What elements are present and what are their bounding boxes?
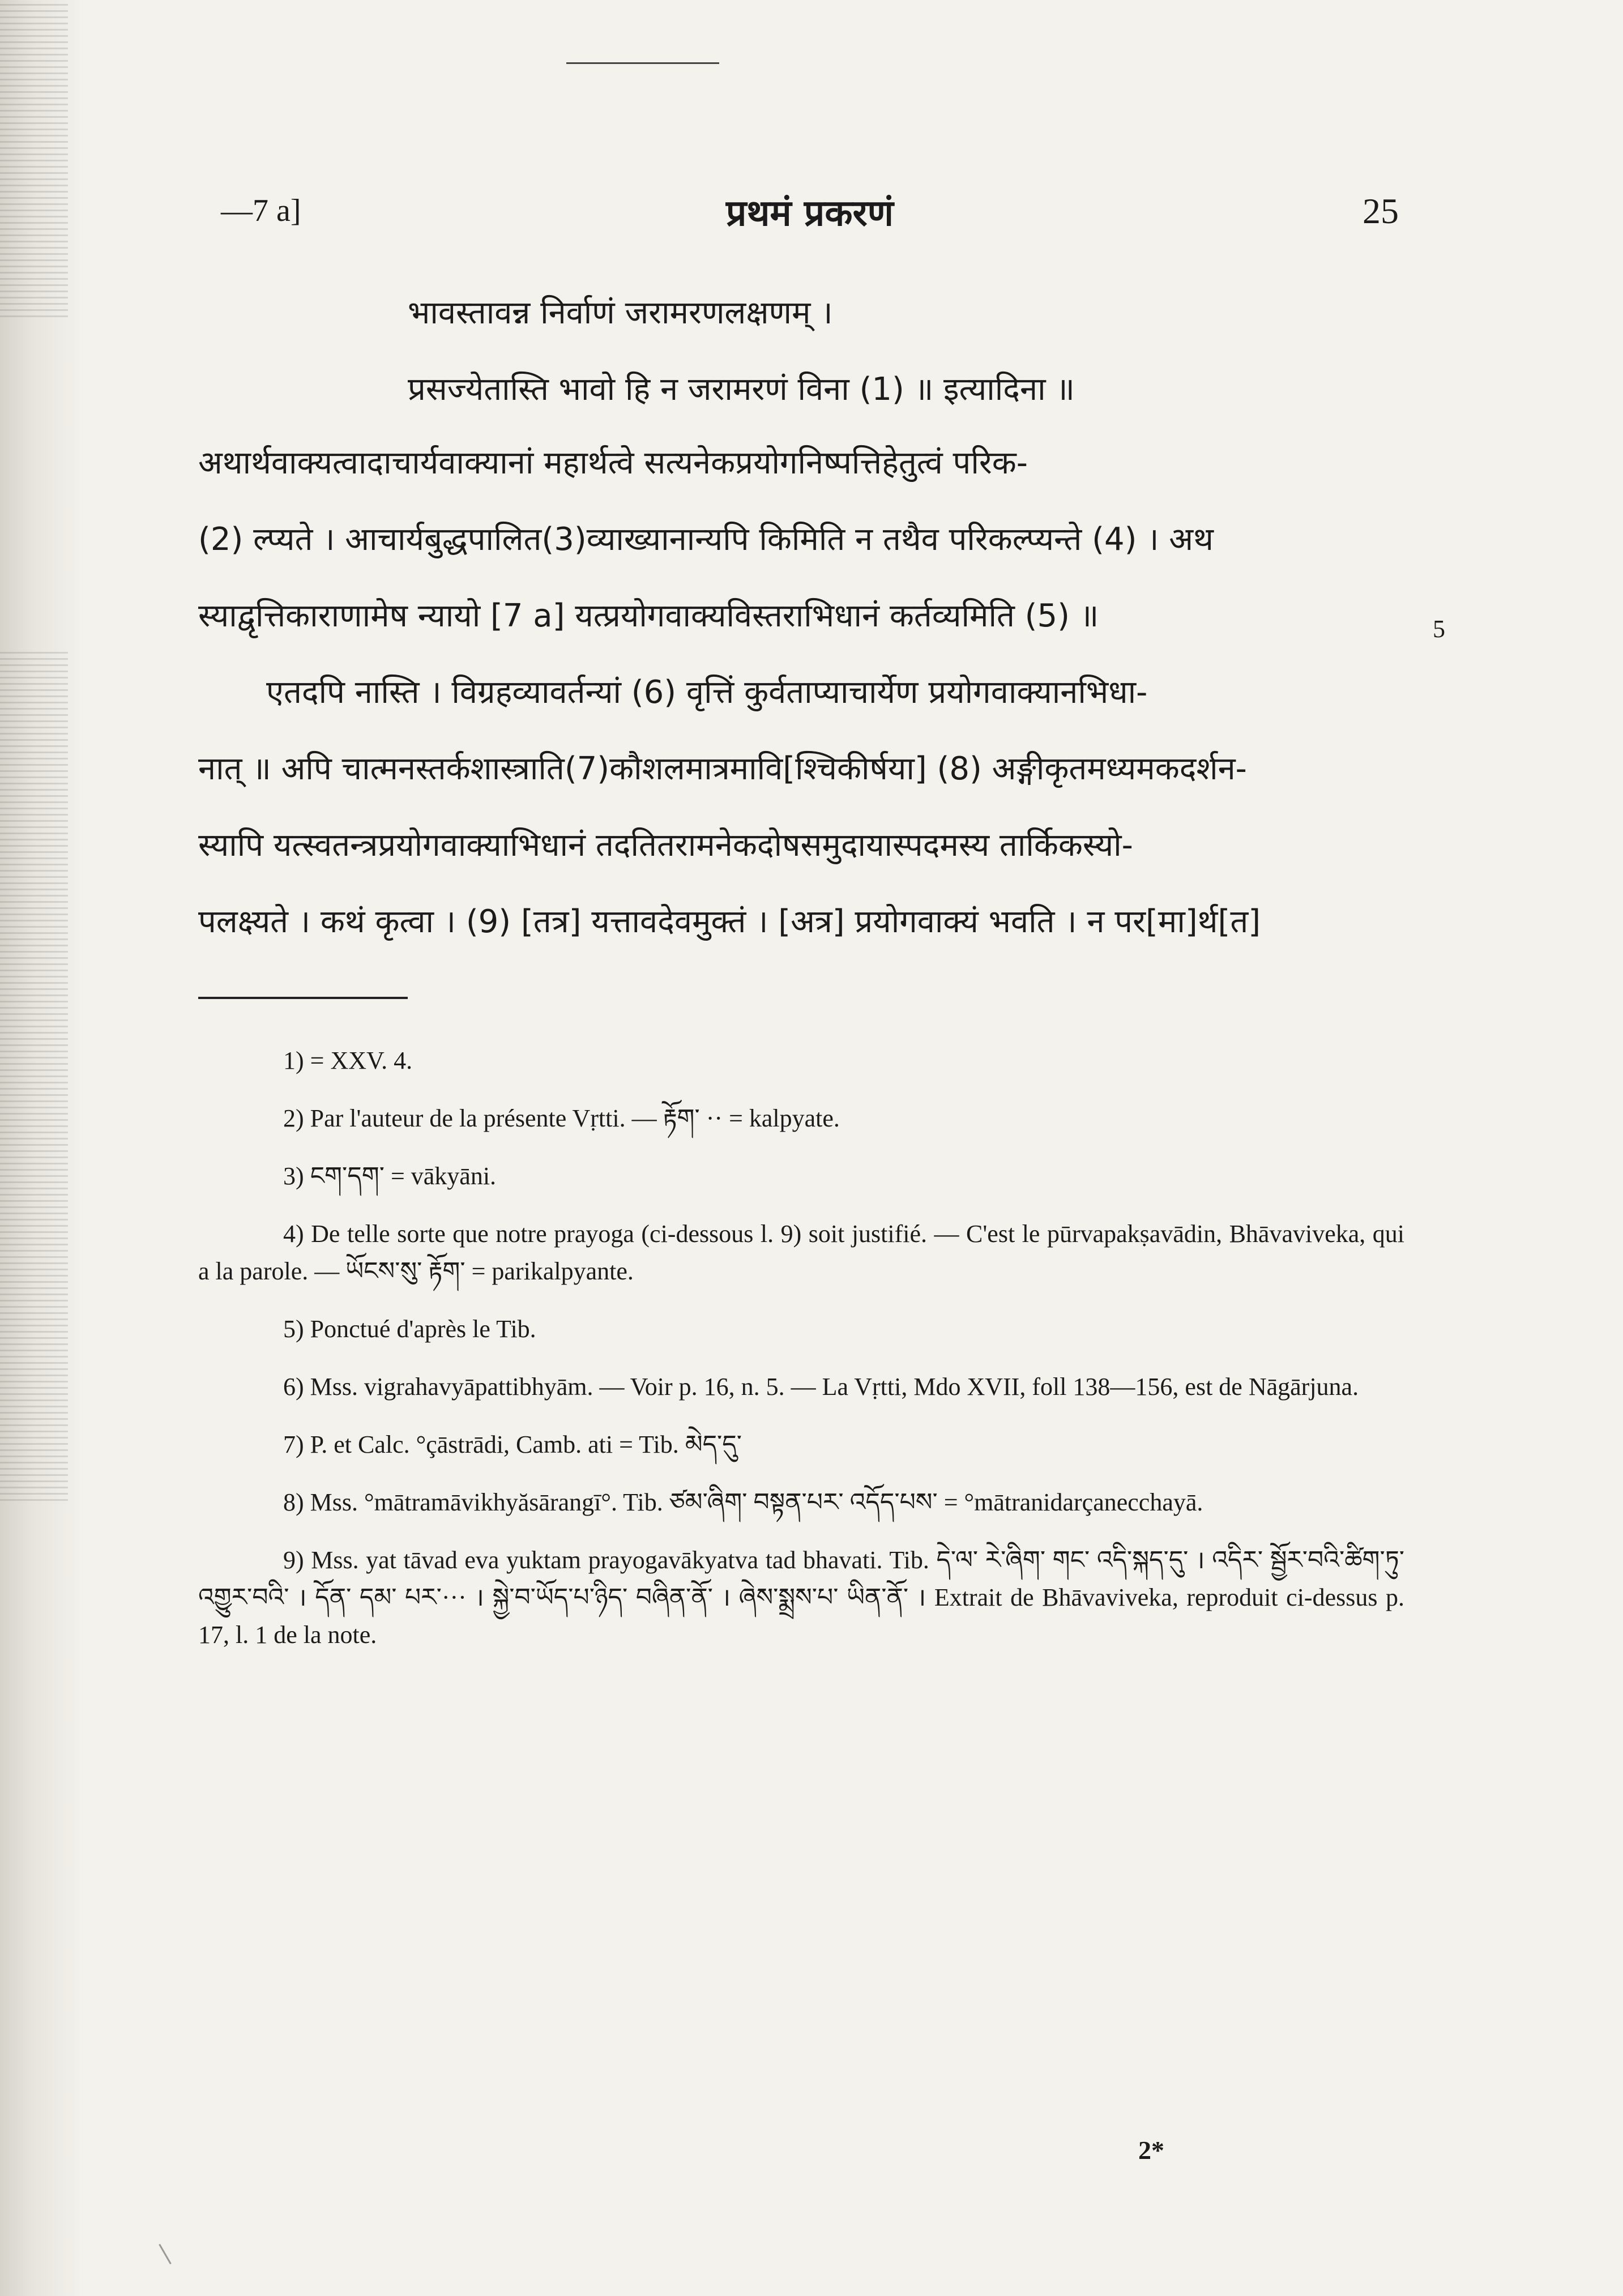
paragraph-2-line-1: एतदपि नास्ति । विग्रहव्यावर्तन्यां (6) वृत्तिं कुर्वताप्याचार्येण प्रयोगवाक्यानभिधा- bbox=[266, 674, 1148, 711]
footnote-4: 4) De telle sorte que notre prayoga (ci-dessous l. 9) soit justifié. — C'est le pūrvapakṣavādin, Bhāvaviveka, qui a la parole. — ཡོངས་སུ་ རྟོག་ = parikalpyante. bbox=[198, 1220, 1404, 1285]
paragraph-1-line-3: स्याद्वृत्तिकाराणामेष न्यायो [7 a] यत्प्रयोगवाक्यविस्तराभिधानं कर्तव्यमिति (5) ॥ bbox=[198, 598, 1099, 634]
top-rule bbox=[566, 62, 719, 64]
paragraph-2-line-2: नात् ॥ अपि चात्मनस्तर्कशास्त्राति(7)कौशलमात्रमावि[श्चिकीर्षया] (8) अङ्गीकृतमध्यमकदर्शन- bbox=[198, 750, 1247, 787]
margin-line-number: 5 bbox=[1433, 615, 1445, 643]
footnote-9: 9) Mss. yat tāvad eva yuktam prayogavākyatva tad bhavati. Tib. དེ་ལ་ རེ་ཞིག་ གང་ འདི་སྐད་དུ་ । འདིར་ སྦྱོར་བའི་ཚིག་ཏུ་ འགྱུར་བའི་ । དོན་ དམ་ པར་··· । སྐྱེ་བ་ཡོད་པ་ཉིད་ བཞིན་ནོ་ । ཞེས་སྨྲས་པ་ ཡིན་ནོ་ । Extrait de Bhāvaviveka, reproduit ci-dessus p. 17, l. 1 de la note. bbox=[198, 1546, 1404, 1649]
footnote-7: 7) P. et Calc. °çāstrādi, Camb. ati = Tib. མེད་དུ་ bbox=[283, 1431, 742, 1458]
footnote-5: 5) Ponctué d'après le Tib. bbox=[283, 1315, 536, 1343]
signature-mark: 2* bbox=[1138, 2136, 1164, 2165]
footnotes bbox=[198, 1042, 1404, 1674]
footnote-1: 1) = XXV. 4. bbox=[283, 1047, 413, 1074]
header-section-ref: —7 a] bbox=[221, 193, 301, 228]
verse-line-1: भावस्तावन्न निर्वाणं जरामरणलक्षणम् । bbox=[408, 295, 833, 331]
scan-speckle bbox=[0, 0, 68, 317]
page-number: 25 bbox=[1363, 191, 1399, 231]
paragraph-2-line-4: पलक्ष्यते । कथं कृत्वा । (9) [तत्र] यत्तावदेवमुक्तं । [अत्र] प्रयोगवाक्यं भवति । न पर[मा]र्थ[त] bbox=[198, 903, 1261, 940]
paragraph-1-line-2: (2) ल्प्यते । आचार्यबुद्धपालित(3)व्याख्यानान्यपि किमिति न तथैव परिकल्प्यन्ते (4) । अथ bbox=[198, 521, 1214, 558]
paragraph-2-line-3: स्यापि यत्स्वतन्त्रप्रयोगवाक्याभिधानं तदतितरामनेकदोषसमुदायास्पदमस्य तार्किकस्यो- bbox=[198, 827, 1133, 864]
footnote-8: 8) Mss. °mātramāvikhyăsārangī°. Tib. ཙམ་ཞིག་ བསྟན་པར་ འདོད་པས་ = °mātranidarçanecchayā. bbox=[283, 1488, 1203, 1516]
footnote-rule bbox=[198, 997, 408, 999]
footnote-2: 2) Par l'auteur de la présente Vṛtti. — རྟོག་ ·· = kalpyate. bbox=[283, 1104, 840, 1132]
header-title: प्रथमं प्रकरणं bbox=[726, 192, 894, 234]
page-header bbox=[221, 187, 1399, 249]
scan-speckle bbox=[0, 651, 68, 1501]
verse-line-2: प्रसज्येतास्ति भावो हि न जरामरणं विना (1) ॥ इत्यादिना ॥ bbox=[408, 371, 1075, 408]
footnote-3: 3) ངག་དག་ = vākyāni. bbox=[283, 1162, 497, 1190]
footnote-6: 6) Mss. vigrahavyāpattibhyām. — Voir p. 16, n. 5. — La Vṛtti, Mdo XVII, foll 138—156, est de Nāgārjuna. bbox=[283, 1373, 1359, 1401]
paragraph-1-line-1: अथार्थवाक्यत्वादाचार्यवाक्यानां महार्थत्वे सत्यनेकप्रयोगनिष्पत्तिहेतुत्वं परिक- bbox=[198, 445, 1028, 481]
scan-mark bbox=[159, 2244, 172, 2264]
